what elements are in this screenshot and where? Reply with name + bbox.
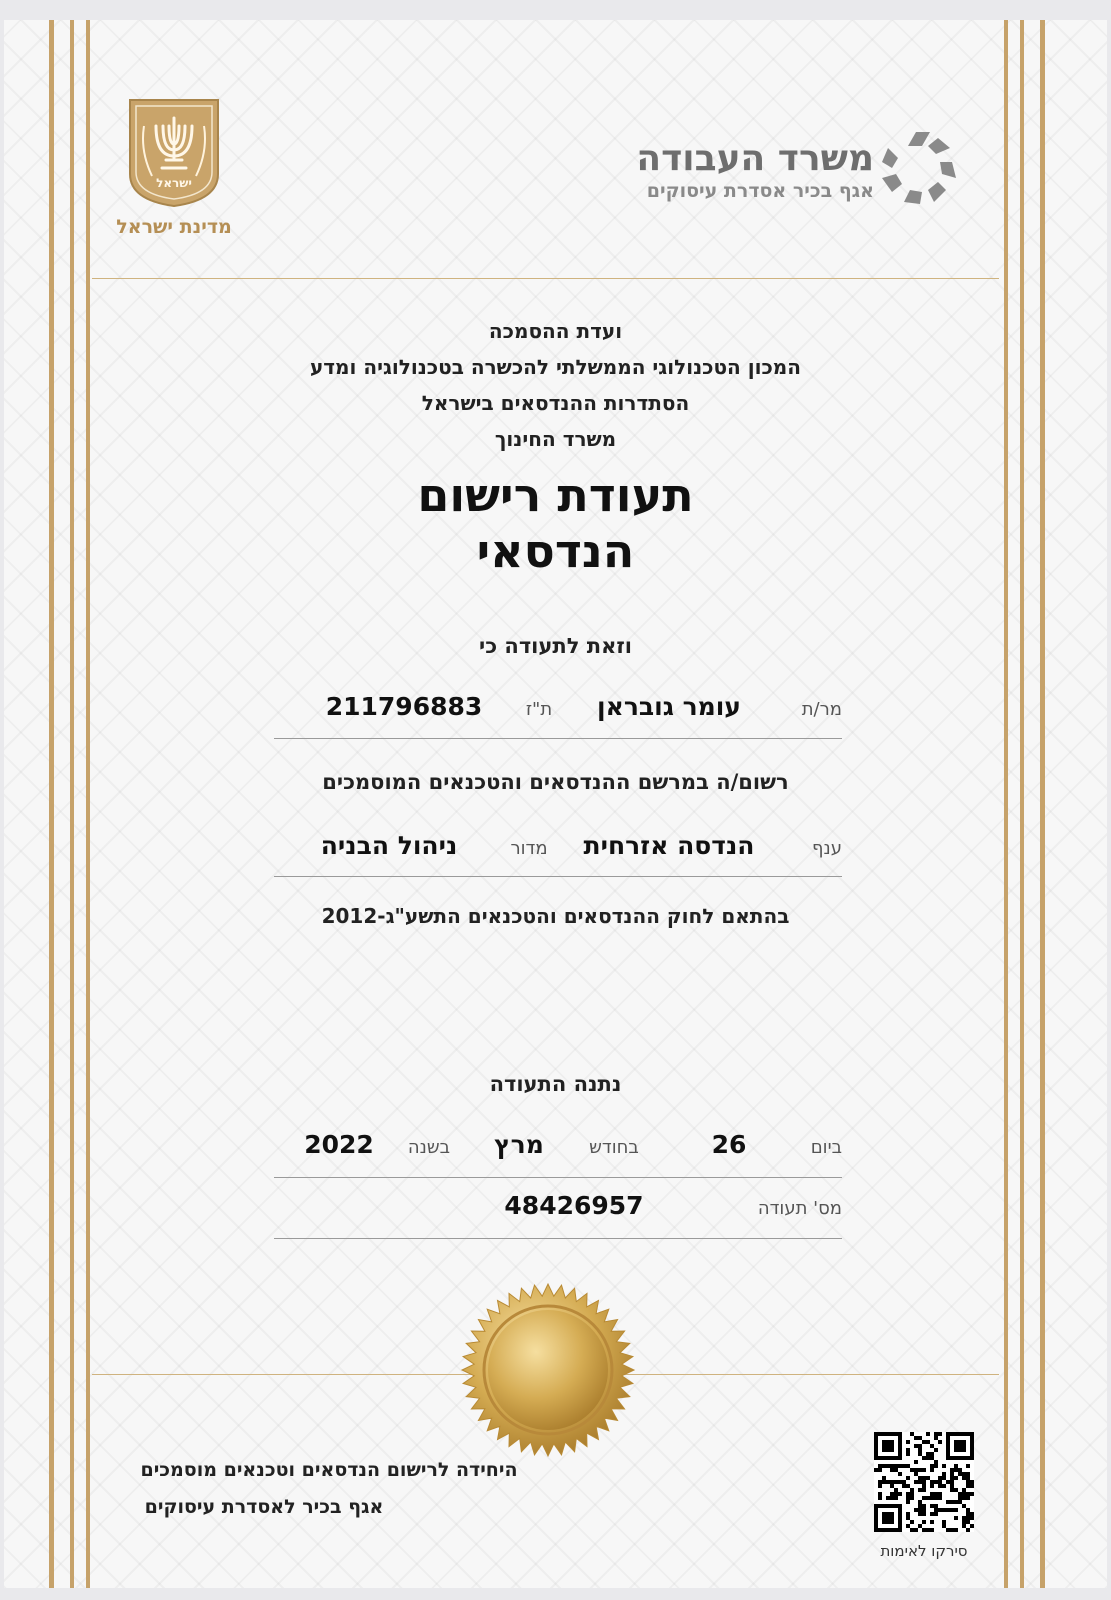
emblem-caption: מדינת ישראל	[116, 216, 232, 238]
month-label: בחודש	[589, 1137, 639, 1158]
certify-text: וזאת לתעודה כי	[479, 634, 632, 658]
footer-line-2: אגף בכיר לאסדרת עיסוקים	[144, 1496, 384, 1518]
branch-value: הנדסה אזרחית	[583, 831, 755, 860]
qr-caption: סירקו לאימות	[880, 1542, 968, 1560]
holder-id-number: 211796883	[325, 692, 483, 721]
law-text: בהתאם לחוק ההנדסאים והטכנאים התשע"ג-2012	[321, 904, 790, 928]
header-divider	[92, 278, 999, 279]
holder-name: עומר גובראן	[597, 692, 741, 721]
holder-title-label: מר/ת	[801, 699, 842, 720]
certificate-title-line-1: תעודת רישום	[417, 468, 694, 522]
branch-label: ענף	[812, 838, 842, 859]
left-border-middle	[70, 20, 74, 1588]
certificate-number-label: מס' תעודה	[757, 1198, 842, 1219]
gold-seal-icon	[460, 1282, 636, 1458]
ministry-subtitle: אגף בכיר אסדרת עיסוקים	[646, 180, 874, 202]
year-label: בשנה	[407, 1137, 451, 1158]
emblem-inner-label: ישראל	[156, 176, 192, 190]
right-border-inner	[1004, 20, 1008, 1588]
day-value: 26	[711, 1130, 747, 1159]
footer-line-1: היחידה לרישום הנדסאים וטכנאים מוסמכים	[140, 1459, 518, 1481]
holder-id-label: ת"ז	[525, 699, 553, 720]
ministry-logo-icon	[876, 128, 962, 208]
track-label: מדור	[510, 838, 548, 859]
state-emblem	[126, 96, 222, 208]
issuer-line-4: משרד החינוך	[494, 427, 617, 451]
registered-text: רשום/ה במרשם ההנדסאים והטכנאים המוסמכים	[322, 770, 789, 794]
qr-code-icon	[874, 1432, 974, 1532]
year-value: 2022	[304, 1130, 374, 1159]
ministry-name: משרד העבודה	[636, 138, 874, 179]
certificate-sheet	[4, 20, 1107, 1588]
track-value: ניהול הבניה	[320, 831, 458, 860]
left-border-inner	[86, 20, 90, 1588]
certificate-title-line-2: הנדסאי	[476, 524, 635, 578]
date-row-line	[274, 1177, 842, 1178]
certificate-number: 48426957	[504, 1191, 644, 1220]
issuer-line-2: המכון הטכנולוגי הממשלתי להכשרה בטכנולוגיה ומדע	[309, 355, 802, 379]
issuer-line-1: ועדת ההסמכה	[488, 319, 623, 343]
issued-heading: נתנה התעודה	[489, 1072, 622, 1096]
menorah-emblem-icon	[126, 96, 222, 208]
left-border-outer	[49, 20, 54, 1588]
holder-row-line	[274, 738, 842, 739]
branch-row-line	[274, 876, 842, 877]
number-row-line	[274, 1238, 842, 1239]
day-label: ביום	[810, 1137, 842, 1158]
right-border-outer	[1040, 20, 1045, 1588]
issuer-line-3: הסתדרות ההנדסאים בישראל	[421, 391, 690, 415]
right-border-middle	[1020, 20, 1024, 1588]
qr-code[interactable]	[874, 1432, 974, 1532]
month-value: מרץ	[494, 1130, 544, 1159]
